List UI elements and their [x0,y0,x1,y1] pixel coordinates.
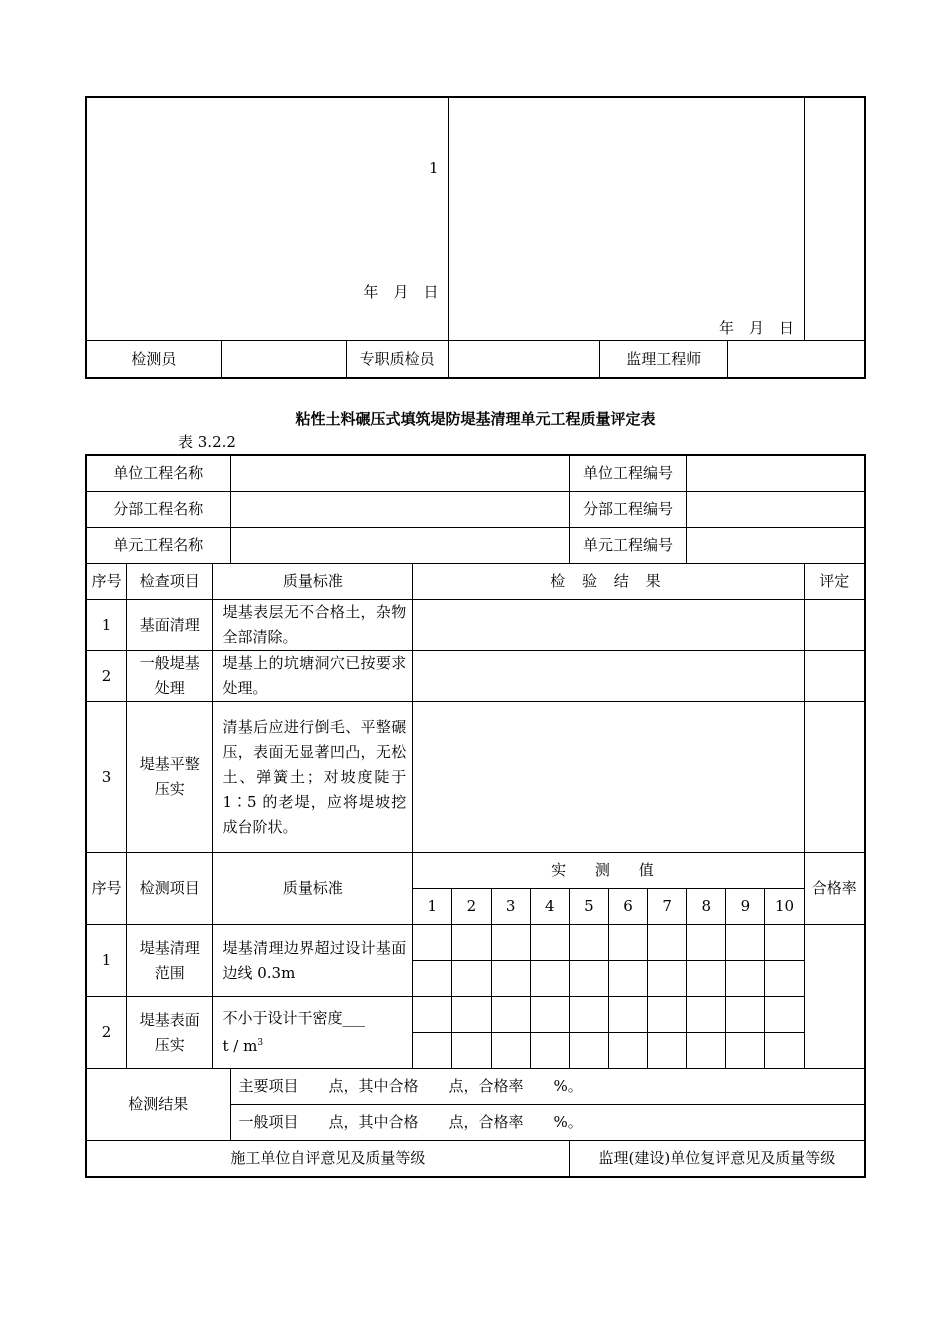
meas-cell[interactable] [491,1033,530,1069]
inspection-row-3-no: 3 [87,702,127,853]
meas-num-9: 9 [726,889,765,925]
inspection-row-3-item: 堤基平整压实 [127,702,213,853]
meas-cell[interactable] [530,1033,569,1069]
meas-cell[interactable] [648,961,687,997]
meas-row-1-item: 堤基清理范围 [127,925,213,997]
meas-cell[interactable] [413,1033,452,1069]
inspection-row-3-standard: 清基后应进行倒毛、平整碾压，表面无显著凹凸，无松土、弹簧土；对坡度陡于 1∶5 的老堤，应将堤坡挖成台阶状。 [213,702,413,853]
meas-row-2-item: 堤基表面压实 [127,997,213,1069]
meas-cell[interactable] [530,925,569,961]
meas-cell[interactable] [726,997,765,1033]
meas-cell[interactable] [687,1033,726,1069]
meas-num-3: 3 [491,889,530,925]
inspection-row-1-item: 基面清理 [127,600,213,651]
right-edge-cell [805,98,865,341]
meas-col-no: 序号 [87,853,127,925]
left-opinion-cell [87,98,449,341]
meas-col-pass-rate: 合格率 [804,853,864,925]
meas-cell[interactable] [452,961,491,997]
col-no: 序号 [87,564,127,600]
meas-cell[interactable] [687,997,726,1033]
meas-num-2: 2 [452,889,491,925]
meas-num-1: 1 [413,889,452,925]
inspection-row-1-standard: 堤基表层无不合格土，杂物全部清除。 [213,600,413,651]
meas-cell[interactable] [569,925,608,961]
inspection-row-2-item: 一般堤基处理 [127,651,213,702]
meas-cell[interactable] [608,961,647,997]
meas-cell[interactable] [569,997,608,1033]
meas-col-standard: 质量标准 [213,853,413,925]
meas-cell[interactable] [530,997,569,1033]
meas-row-2-no: 2 [87,997,127,1069]
meas-cell[interactable] [608,1033,647,1069]
meas-cell[interactable] [530,961,569,997]
meas-cell[interactable] [726,1033,765,1069]
unit-project-no-field[interactable] [687,456,865,492]
meas-num-10: 10 [765,889,804,925]
meas-cell[interactable] [765,997,804,1033]
meas-cell[interactable] [648,997,687,1033]
meas-cell[interactable] [569,1033,608,1069]
sub-project-no-field[interactable] [687,492,865,528]
meas-col-item: 检测项目 [127,853,213,925]
col-rating: 评定 [804,564,864,600]
unit-project-no-label: 单位工程编号 [569,456,686,492]
pass-rate-field[interactable] [804,925,864,1069]
meas-cell[interactable] [765,925,804,961]
meas-cell[interactable] [765,1033,804,1069]
meas-col-measured: 实 测 值 [413,853,804,889]
inspection-row-1-result[interactable] [413,600,804,651]
meas-row-2-standard-unit [222,1031,406,1059]
previous-form-tail [86,97,865,378]
inspection-row-3-rating[interactable] [804,702,864,853]
supervision-opinion-label: 监理(建设)单位复评意见及质量等级 [569,1141,864,1177]
meas-row-1-standard: 堤基清理边界超过设计基面边线 0.3m [213,925,413,997]
meas-row-2-standard [213,997,413,1069]
inspection-row-2-rating[interactable] [804,651,864,702]
meas-cell[interactable] [413,925,452,961]
meas-cell[interactable] [608,997,647,1033]
form-title: 粘性土料碾压式填筑堤防堤基清理单元工程质量评定表 [295,410,656,428]
element-project-no-label: 单元工程编号 [569,528,686,564]
meas-cell[interactable] [648,925,687,961]
inspection-row-2-result[interactable] [413,651,804,702]
meas-row-2-standard-line1: 不小于设计干密度___ [222,1009,365,1027]
meas-cell[interactable] [648,1033,687,1069]
unit-text: t / m [222,1037,258,1055]
unit-superscript: 3 [257,1038,264,1048]
left-date: 年 月 日 [363,283,439,301]
col-item: 检查项目 [127,564,213,600]
right-opinion-cell [448,98,805,341]
meas-num-7: 7 [648,889,687,925]
sub-project-name-label: 分部工程名称 [87,492,231,528]
element-project-no-field[interactable] [687,528,865,564]
assessment-form [86,455,865,1177]
construction-opinion-label: 施工单位自评意见及质量等级 [87,1141,570,1177]
meas-cell[interactable] [413,997,452,1033]
meas-cell[interactable] [413,961,452,997]
sub-project-name-field[interactable] [230,492,569,528]
result-main-items: 主要项目 点，其中合格 点，合格率 %。 [230,1069,864,1105]
table-number: 表 3.2.2 [178,433,236,451]
meas-cell[interactable] [726,961,765,997]
inspector-sign-field[interactable] [221,341,346,378]
meas-cell[interactable] [765,961,804,997]
result-general-items: 一般项目 点，其中合格 点，合格率 %。 [230,1105,864,1141]
meas-cell[interactable] [452,1033,491,1069]
meas-row-1-no: 1 [87,925,127,997]
col-standard: 质量标准 [213,564,413,600]
meas-cell[interactable] [491,925,530,961]
meas-cell[interactable] [569,961,608,997]
sub-project-no-label: 分部工程编号 [569,492,686,528]
qc-sign-field[interactable] [448,341,600,378]
result-label: 检测结果 [87,1069,231,1141]
meas-num-4: 4 [530,889,569,925]
inspection-row-1-rating[interactable] [804,600,864,651]
meas-num-8: 8 [687,889,726,925]
inspection-row-1-no: 1 [87,600,127,651]
meas-num-5: 5 [569,889,608,925]
meas-num-6: 6 [608,889,647,925]
inspector-label: 检测员 [87,341,222,378]
meas-cell[interactable] [452,925,491,961]
qc-label: 专职质检员 [346,341,448,378]
supervisor-label: 监理工程师 [600,341,728,378]
meas-cell[interactable] [687,925,726,961]
page-number: 1 [428,159,439,177]
element-project-name-label: 单元工程名称 [87,528,231,564]
meas-cell[interactable] [687,961,726,997]
supervisor-sign-field[interactable] [728,341,865,378]
inspection-row-3-result[interactable] [413,702,804,853]
col-result: 检 验 结 果 [413,564,804,600]
meas-cell[interactable] [491,997,530,1033]
meas-cell[interactable] [491,961,530,997]
unit-project-name-label: 单位工程名称 [87,456,231,492]
unit-project-name-field[interactable] [230,456,569,492]
right-date: 年 月 日 [719,319,795,337]
element-project-name-field[interactable] [230,528,569,564]
inspection-row-2-standard: 堤基上的坑塘洞穴已按要求处理。 [213,651,413,702]
meas-cell[interactable] [608,925,647,961]
meas-cell[interactable] [726,925,765,961]
inspection-row-2-no: 2 [87,651,127,702]
meas-cell[interactable] [452,997,491,1033]
